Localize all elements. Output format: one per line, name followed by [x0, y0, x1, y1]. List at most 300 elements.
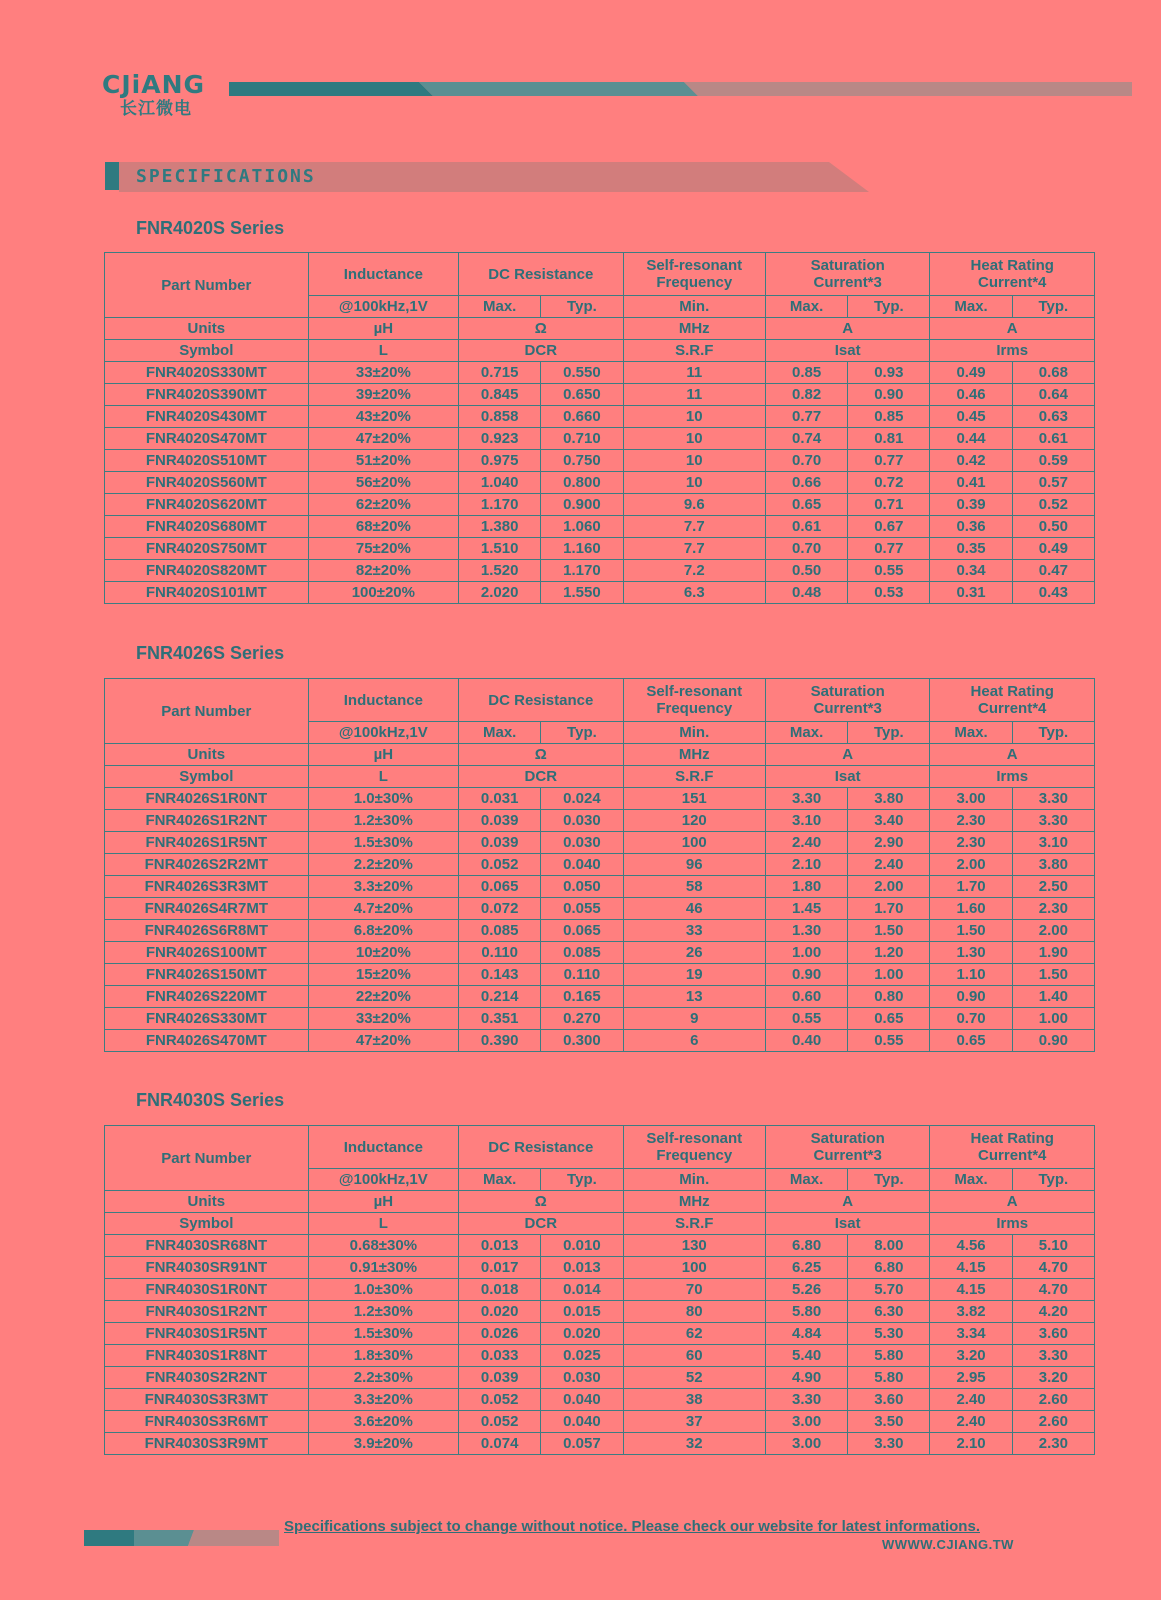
symbol-dcr: DCR [459, 766, 623, 788]
cell-srf-min: 19 [623, 964, 765, 986]
cell-irms-max: 1.10 [930, 964, 1012, 986]
header-test-condition: @100kHz,1V [308, 722, 458, 744]
header-saturation [765, 1126, 929, 1169]
header-test-condition: @100kHz,1V [308, 1169, 458, 1191]
header-irms-typ: Typ. [1012, 1169, 1094, 1191]
cell-irms-typ: 2.60 [1012, 1411, 1094, 1433]
cell-isat-typ: 1.00 [848, 964, 930, 986]
cell-dcr-typ: 1.060 [541, 516, 623, 538]
cell-irms-typ: 0.47 [1012, 560, 1094, 582]
cell-isat-max: 3.30 [765, 1389, 847, 1411]
cell-isat-typ: 8.00 [848, 1235, 930, 1257]
cell-isat-typ: 0.81 [848, 428, 930, 450]
cell-dcr-typ: 0.040 [541, 1389, 623, 1411]
header-heat-rating [930, 1126, 1095, 1169]
table-row [105, 920, 1095, 942]
cell-part-number: FNR4020S620MT [105, 494, 309, 516]
symbol-dcr: DCR [459, 340, 623, 362]
unit-dcr: Ω [459, 1191, 623, 1213]
cell-irms-typ: 3.30 [1012, 810, 1094, 832]
table-row [105, 810, 1095, 832]
header-isat-max: Max. [765, 722, 847, 744]
cell-srf-min: 37 [623, 1411, 765, 1433]
cell-irms-typ: 2.30 [1012, 1433, 1094, 1455]
symbol-srf: S.R.F [623, 766, 765, 788]
cell-inductance: 2.2±30% [308, 1367, 458, 1389]
header-isat-typ: Typ. [848, 296, 930, 318]
cell-inductance: 4.7±20% [308, 898, 458, 920]
cell-irms-max: 1.50 [930, 920, 1012, 942]
cell-dcr-max: 0.072 [459, 898, 541, 920]
cell-dcr-typ: 1.170 [541, 560, 623, 582]
cell-inductance: 43±20% [308, 406, 458, 428]
cell-isat-typ: 0.67 [848, 516, 930, 538]
cell-irms-typ: 0.63 [1012, 406, 1094, 428]
cell-isat-typ: 0.72 [848, 472, 930, 494]
cell-dcr-max: 0.031 [459, 788, 541, 810]
header-heat-rating-line1: Heat Rating [970, 683, 1054, 700]
header-heat-rating-line2: Current*4 [978, 274, 1047, 291]
cell-dcr-max: 0.214 [459, 986, 541, 1008]
cell-irms-max: 0.49 [930, 362, 1012, 384]
cell-dcr-max: 0.975 [459, 450, 541, 472]
cell-srf-min: 6.3 [623, 582, 765, 604]
footer-decorative-bar [84, 1530, 279, 1546]
cell-dcr-max: 0.351 [459, 1008, 541, 1030]
header-inductance: Inductance [308, 679, 458, 722]
cell-srf-min: 60 [623, 1345, 765, 1367]
unit-inductance: µH [308, 744, 458, 766]
header-srf-min: Min. [623, 296, 765, 318]
cell-isat-typ: 0.55 [848, 1030, 930, 1052]
cell-isat-max: 0.70 [765, 538, 847, 560]
header-inductance: Inductance [308, 253, 458, 296]
unit-irms: A [930, 744, 1095, 766]
table-row [105, 362, 1095, 384]
cell-isat-typ: 0.55 [848, 560, 930, 582]
cell-irms-max: 0.39 [930, 494, 1012, 516]
cell-part-number: FNR4030SR68NT [105, 1235, 309, 1257]
cell-part-number: FNR4020S470MT [105, 428, 309, 450]
cell-part-number: FNR4020S820MT [105, 560, 309, 582]
cell-irms-max: 3.34 [930, 1323, 1012, 1345]
unit-isat: A [765, 744, 929, 766]
table-row [105, 560, 1095, 582]
series-title-4020: FNR4020S Series [136, 218, 285, 238]
cell-srf-min: 96 [623, 854, 765, 876]
cell-dcr-typ: 0.040 [541, 1411, 623, 1433]
cell-isat-typ: 3.80 [848, 788, 930, 810]
cell-isat-max: 2.40 [765, 832, 847, 854]
header-isat-max: Max. [765, 1169, 847, 1191]
unit-srf: MHz [623, 1191, 765, 1213]
cell-irms-typ: 0.43 [1012, 582, 1094, 604]
cell-dcr-max: 1.380 [459, 516, 541, 538]
table-row [105, 582, 1095, 604]
cell-dcr-typ: 0.085 [541, 942, 623, 964]
cell-srf-min: 10 [623, 472, 765, 494]
unit-inductance: µH [308, 318, 458, 340]
cell-dcr-typ: 0.750 [541, 450, 623, 472]
header-dcr-max: Max. [459, 722, 541, 744]
cell-isat-max: 3.10 [765, 810, 847, 832]
header-irms-max: Max. [930, 1169, 1012, 1191]
cell-irms-typ: 2.50 [1012, 876, 1094, 898]
unit-isat: A [765, 1191, 929, 1213]
cell-dcr-typ: 0.110 [541, 964, 623, 986]
cell-irms-max: 4.56 [930, 1235, 1012, 1257]
cell-isat-max: 1.45 [765, 898, 847, 920]
cell-dcr-typ: 0.014 [541, 1279, 623, 1301]
cell-dcr-typ: 0.024 [541, 788, 623, 810]
header-saturation-line1: Saturation [810, 1130, 885, 1147]
spec-table-4030 [104, 1125, 1095, 1455]
cell-isat-max: 1.30 [765, 920, 847, 942]
cell-inductance: 62±20% [308, 494, 458, 516]
cell-dcr-typ: 0.065 [541, 920, 623, 942]
cell-isat-typ: 6.30 [848, 1301, 930, 1323]
cell-irms-max: 0.46 [930, 384, 1012, 406]
cell-dcr-typ: 0.900 [541, 494, 623, 516]
cell-irms-max: 0.35 [930, 538, 1012, 560]
cell-irms-typ: 3.30 [1012, 788, 1094, 810]
cell-irms-typ: 3.60 [1012, 1323, 1094, 1345]
table-row [105, 1345, 1095, 1367]
cell-srf-min: 7.7 [623, 538, 765, 560]
cell-irms-typ: 4.70 [1012, 1257, 1094, 1279]
cell-isat-typ: 5.70 [848, 1279, 930, 1301]
cell-srf-min: 7.2 [623, 560, 765, 582]
cell-inductance: 1.0±30% [308, 788, 458, 810]
header-srf [623, 253, 765, 296]
cell-dcr-typ: 1.160 [541, 538, 623, 560]
cell-dcr-max: 0.390 [459, 1030, 541, 1052]
series-title-4030: FNR4030S Series [136, 1090, 285, 1110]
table-row [105, 472, 1095, 494]
cell-isat-typ: 0.80 [848, 986, 930, 1008]
table-row [105, 1367, 1095, 1389]
cell-inductance: 82±20% [308, 560, 458, 582]
cell-inductance: 100±20% [308, 582, 458, 604]
table-row [105, 1433, 1095, 1455]
cell-irms-max: 0.36 [930, 516, 1012, 538]
cell-inductance: 3.3±20% [308, 1389, 458, 1411]
header-irms-max: Max. [930, 296, 1012, 318]
table-row [105, 406, 1095, 428]
cell-part-number: FNR4030S3R6MT [105, 1411, 309, 1433]
header-srf-line2: Frequency [656, 274, 733, 291]
cell-dcr-max: 0.845 [459, 384, 541, 406]
cell-part-number: FNR4030S2R2NT [105, 1367, 309, 1389]
header-dc-resistance: DC Resistance [459, 679, 623, 722]
cell-dcr-typ: 0.010 [541, 1235, 623, 1257]
cell-isat-typ: 3.60 [848, 1389, 930, 1411]
cell-irms-typ: 0.68 [1012, 362, 1094, 384]
cell-part-number: FNR4020S430MT [105, 406, 309, 428]
cell-inductance: 3.6±20% [308, 1411, 458, 1433]
cell-srf-min: 26 [623, 942, 765, 964]
units-label: Units [105, 744, 309, 766]
cell-irms-max: 0.31 [930, 582, 1012, 604]
header-saturation-line1: Saturation [810, 683, 885, 700]
table-row [105, 788, 1095, 810]
section-marker [105, 162, 119, 190]
cell-irms-typ: 4.70 [1012, 1279, 1094, 1301]
cell-isat-typ: 2.00 [848, 876, 930, 898]
cell-part-number: FNR4020S680MT [105, 516, 309, 538]
unit-dcr: Ω [459, 744, 623, 766]
symbol-dcr: DCR [459, 1213, 623, 1235]
header-heat-rating [930, 679, 1095, 722]
header-heat-rating-line2: Current*4 [978, 1147, 1047, 1164]
cell-isat-typ: 0.65 [848, 1008, 930, 1030]
cell-irms-max: 2.10 [930, 1433, 1012, 1455]
cell-dcr-max: 0.065 [459, 876, 541, 898]
cell-dcr-typ: 0.660 [541, 406, 623, 428]
header-dc-resistance: DC Resistance [459, 253, 623, 296]
cell-part-number: FNR4026S470MT [105, 1030, 309, 1052]
cell-irms-max: 0.44 [930, 428, 1012, 450]
unit-inductance: µH [308, 1191, 458, 1213]
cell-isat-typ: 3.40 [848, 810, 930, 832]
cell-isat-max: 3.00 [765, 1411, 847, 1433]
cell-dcr-max: 0.033 [459, 1345, 541, 1367]
cell-irms-max: 0.90 [930, 986, 1012, 1008]
cell-irms-max: 3.00 [930, 788, 1012, 810]
cell-part-number: FNR4020S560MT [105, 472, 309, 494]
cell-srf-min: 9.6 [623, 494, 765, 516]
cell-inductance: 33±20% [308, 362, 458, 384]
symbol-inductance: L [308, 766, 458, 788]
cell-dcr-typ: 0.030 [541, 832, 623, 854]
cell-irms-typ: 2.30 [1012, 898, 1094, 920]
cell-irms-max: 1.70 [930, 876, 1012, 898]
cell-dcr-typ: 0.025 [541, 1345, 623, 1367]
section-title: SPECIFICATIONS [136, 166, 316, 187]
cell-dcr-max: 0.039 [459, 832, 541, 854]
symbol-label: Symbol [105, 1213, 309, 1235]
header-dc-resistance: DC Resistance [459, 1126, 623, 1169]
cell-srf-min: 6 [623, 1030, 765, 1052]
symbol-isat: Isat [765, 340, 929, 362]
cell-inductance: 15±20% [308, 964, 458, 986]
cell-dcr-max: 0.039 [459, 810, 541, 832]
cell-irms-max: 4.15 [930, 1257, 1012, 1279]
table-row [105, 898, 1095, 920]
cell-irms-typ: 0.57 [1012, 472, 1094, 494]
cell-isat-max: 0.85 [765, 362, 847, 384]
cell-dcr-typ: 0.015 [541, 1301, 623, 1323]
cell-dcr-max: 0.858 [459, 406, 541, 428]
cell-dcr-max: 0.110 [459, 942, 541, 964]
table-row [105, 1235, 1095, 1257]
cell-isat-max: 0.70 [765, 450, 847, 472]
cell-isat-max: 1.00 [765, 942, 847, 964]
header-saturation-line1: Saturation [810, 257, 885, 274]
cell-isat-max: 0.65 [765, 494, 847, 516]
table-row [105, 1279, 1095, 1301]
cell-srf-min: 32 [623, 1433, 765, 1455]
cell-irms-max: 4.15 [930, 1279, 1012, 1301]
cell-isat-typ: 1.50 [848, 920, 930, 942]
cell-inductance: 75±20% [308, 538, 458, 560]
table-row [105, 986, 1095, 1008]
cell-dcr-typ: 0.800 [541, 472, 623, 494]
cell-isat-typ: 2.90 [848, 832, 930, 854]
cell-isat-max: 1.80 [765, 876, 847, 898]
cell-dcr-max: 0.052 [459, 854, 541, 876]
cell-inductance: 3.9±20% [308, 1433, 458, 1455]
cell-dcr-typ: 0.270 [541, 1008, 623, 1030]
cell-irms-typ: 0.61 [1012, 428, 1094, 450]
cell-isat-typ: 3.50 [848, 1411, 930, 1433]
cell-inductance: 1.8±30% [308, 1345, 458, 1367]
header-heat-rating-line1: Heat Rating [970, 1130, 1054, 1147]
cell-part-number: FNR4020S101MT [105, 582, 309, 604]
cell-dcr-max: 0.074 [459, 1433, 541, 1455]
cell-srf-min: 9 [623, 1008, 765, 1030]
cell-part-number: FNR4030S1R2NT [105, 1301, 309, 1323]
table-row [105, 428, 1095, 450]
cell-dcr-typ: 0.550 [541, 362, 623, 384]
header-part-number: Part Number [105, 1126, 309, 1191]
cell-isat-typ: 0.90 [848, 384, 930, 406]
cell-irms-typ: 3.10 [1012, 832, 1094, 854]
cell-srf-min: 10 [623, 450, 765, 472]
cell-irms-typ: 0.50 [1012, 516, 1094, 538]
cell-irms-typ: 1.00 [1012, 1008, 1094, 1030]
header-isat-typ: Typ. [848, 722, 930, 744]
header-srf-line2: Frequency [656, 700, 733, 717]
cell-isat-max: 4.84 [765, 1323, 847, 1345]
cell-inductance: 6.8±20% [308, 920, 458, 942]
cell-dcr-typ: 0.030 [541, 1367, 623, 1389]
cell-irms-max: 1.60 [930, 898, 1012, 920]
header-saturation-line2: Current*3 [813, 1147, 882, 1164]
symbol-inductance: L [308, 1213, 458, 1235]
cell-irms-typ: 0.49 [1012, 538, 1094, 560]
table-row [105, 942, 1095, 964]
header-srf-line1: Self-resonant [646, 257, 743, 274]
cell-dcr-max: 0.017 [459, 1257, 541, 1279]
cell-isat-max: 3.00 [765, 1433, 847, 1455]
cell-dcr-typ: 1.550 [541, 582, 623, 604]
cell-inductance: 3.3±20% [308, 876, 458, 898]
cell-srf-min: 10 [623, 428, 765, 450]
cell-dcr-max: 2.020 [459, 582, 541, 604]
cell-irms-typ: 1.40 [1012, 986, 1094, 1008]
cell-dcr-typ: 0.650 [541, 384, 623, 406]
cell-irms-max: 3.20 [930, 1345, 1012, 1367]
cell-isat-typ: 1.70 [848, 898, 930, 920]
cell-isat-typ: 1.20 [848, 942, 930, 964]
cell-irms-typ: 2.60 [1012, 1389, 1094, 1411]
cell-srf-min: 46 [623, 898, 765, 920]
symbol-srf: S.R.F [623, 1213, 765, 1235]
table-row [105, 384, 1095, 406]
cell-inductance: 0.68±30% [308, 1235, 458, 1257]
footer-website: WWWW.CJIANG.TW [882, 1537, 1014, 1552]
cell-irms-max: 2.00 [930, 854, 1012, 876]
cell-isat-typ: 0.53 [848, 582, 930, 604]
cell-inductance: 51±20% [308, 450, 458, 472]
cell-irms-max: 2.30 [930, 832, 1012, 854]
cell-part-number: FNR4026S6R8MT [105, 920, 309, 942]
cell-irms-max: 0.70 [930, 1008, 1012, 1030]
cell-inductance: 56±20% [308, 472, 458, 494]
symbol-inductance: L [308, 340, 458, 362]
cell-part-number: FNR4026S3R3MT [105, 876, 309, 898]
header-dcr-typ: Typ. [541, 296, 623, 318]
cell-isat-max: 0.74 [765, 428, 847, 450]
cell-dcr-typ: 0.055 [541, 898, 623, 920]
cell-irms-typ: 0.64 [1012, 384, 1094, 406]
cell-srf-min: 10 [623, 406, 765, 428]
cell-isat-max: 0.90 [765, 964, 847, 986]
table-row [105, 1301, 1095, 1323]
cell-srf-min: 130 [623, 1235, 765, 1257]
cell-part-number: FNR4026S2R2MT [105, 854, 309, 876]
cell-part-number: FNR4030S1R5NT [105, 1323, 309, 1345]
cell-irms-max: 2.95 [930, 1367, 1012, 1389]
header-srf-line1: Self-resonant [646, 1130, 743, 1147]
cell-part-number: FNR4020S330MT [105, 362, 309, 384]
cell-dcr-max: 0.052 [459, 1389, 541, 1411]
header-part-number: Part Number [105, 679, 309, 744]
cell-isat-typ: 2.40 [848, 854, 930, 876]
cell-isat-typ: 0.93 [848, 362, 930, 384]
cell-irms-max: 0.34 [930, 560, 1012, 582]
header-srf-min: Min. [623, 1169, 765, 1191]
cell-irms-typ: 2.00 [1012, 920, 1094, 942]
header-decorative-bar [229, 82, 1132, 96]
cell-isat-max: 5.26 [765, 1279, 847, 1301]
table-row [105, 854, 1095, 876]
cell-irms-typ: 3.20 [1012, 1367, 1094, 1389]
cell-isat-max: 0.48 [765, 582, 847, 604]
cell-isat-typ: 6.80 [848, 1257, 930, 1279]
cell-isat-max: 6.25 [765, 1257, 847, 1279]
symbol-irms: Irms [930, 1213, 1095, 1235]
header-test-condition: @100kHz,1V [308, 296, 458, 318]
cell-irms-typ: 0.52 [1012, 494, 1094, 516]
cell-isat-max: 6.80 [765, 1235, 847, 1257]
unit-isat: A [765, 318, 929, 340]
cell-isat-max: 0.55 [765, 1008, 847, 1030]
table-row [105, 832, 1095, 854]
cell-dcr-typ: 0.300 [541, 1030, 623, 1052]
table-row [105, 538, 1095, 560]
table-row [105, 450, 1095, 472]
brand-logo-chinese: 长江微电 [120, 99, 192, 119]
spec-table-4026 [104, 678, 1095, 1052]
cell-irms-typ: 4.20 [1012, 1301, 1094, 1323]
cell-irms-max: 2.40 [930, 1389, 1012, 1411]
cell-dcr-max: 0.026 [459, 1323, 541, 1345]
table-row [105, 1411, 1095, 1433]
cell-part-number: FNR4030S1R0NT [105, 1279, 309, 1301]
spec-table-4020 [104, 252, 1095, 604]
cell-irms-max: 2.30 [930, 810, 1012, 832]
cell-inductance: 0.91±30% [308, 1257, 458, 1279]
header-dcr-max: Max. [459, 1169, 541, 1191]
cell-irms-max: 0.45 [930, 406, 1012, 428]
cell-isat-max: 4.90 [765, 1367, 847, 1389]
cell-irms-max: 3.82 [930, 1301, 1012, 1323]
cell-isat-typ: 0.85 [848, 406, 930, 428]
cell-irms-typ: 5.10 [1012, 1235, 1094, 1257]
cell-inductance: 1.5±30% [308, 1323, 458, 1345]
